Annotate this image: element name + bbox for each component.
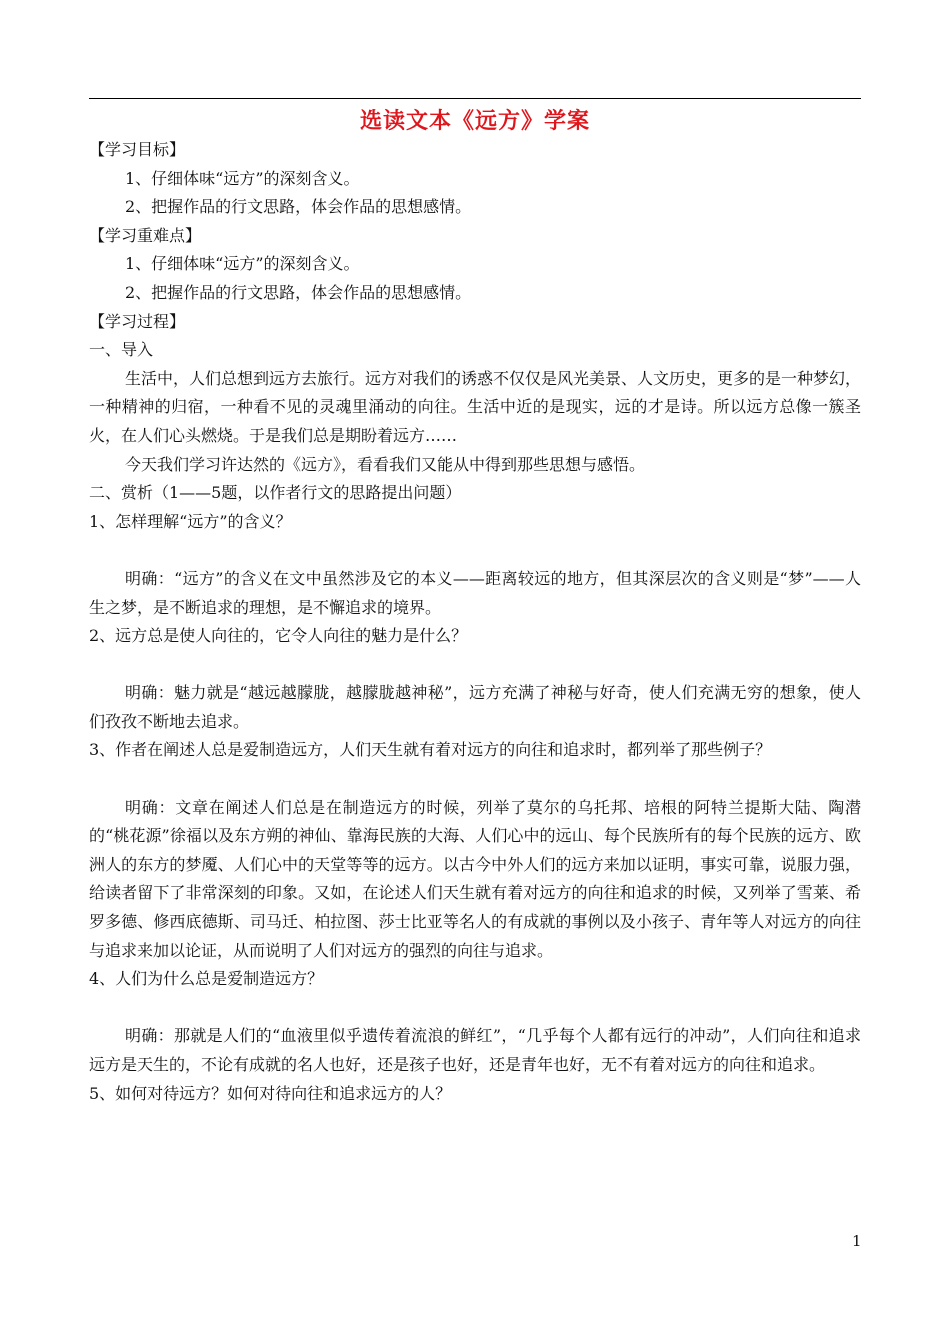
- key-points-heading: 【学习重难点】: [89, 225, 202, 245]
- header-rule: [89, 98, 861, 99]
- page-number: 1: [852, 1232, 862, 1250]
- process-heading: 【学习过程】: [89, 311, 186, 331]
- goal-item: 1、仔细体味“远方”的深刻含义。: [125, 168, 360, 188]
- question-2: 2、远方总是使人向往的，它令人向往的魅力是什么？: [89, 626, 468, 646]
- question-4: 4、人们为什么总是爱制造远方？: [89, 969, 324, 989]
- answer-2: 明确：魅力就是“越远越朦胧，越朦胧越神秘”，远方充满了神秘与好奇，使人们充满无穷的想象，使人们孜孜不断地去追求。: [89, 683, 861, 731]
- answer-space: [89, 994, 861, 1023]
- document-title: 选读文本《远方》学案: [359, 108, 590, 134]
- goal-item: 2、把握作品的行文思路，体会作品的思想感情。: [125, 197, 472, 217]
- intro-heading: 一、导入: [89, 340, 154, 360]
- intro-paragraph: 今天我们学习许达然的《远方》，看看我们又能从中得到那些思想与感悟。: [125, 454, 646, 474]
- intro-paragraph: 生活中，人们总想到远方去旅行。远方对我们的诱惑不仅仅是风光美景、人文历史，更多的是一种梦幻，一种精神的归宿，一种看不见的灵魂里涌动的向往。生活中近的是现实，远的才是诗。所以远方总像一簇圣火，在人们心头燃烧。于是我们总是期盼着远方……: [89, 368, 862, 445]
- answer-space: [89, 765, 861, 794]
- question-5: 5、如何对待远方？如何对待向往和追求远方的人？: [89, 1083, 452, 1103]
- answer-4: 明确：那就是人们的“血液里似乎遗传着流浪的鲜红”，“几乎每个人都有远行的冲动”，人们向往和追求远方是天生的，不论有成就的名人也好，还是孩子也好，还是青年也好，无不有着对远方的向往和追求。: [89, 1026, 861, 1074]
- answer-space: [89, 651, 861, 680]
- answer-1: 明确：“远方”的含义在文中虽然涉及它的本义——距离较远的地方，但其深层次的含义则是“梦”——人生之梦，是不断追求的理想，是不懈追求的境界。: [89, 568, 861, 617]
- analysis-heading: 二、赏析（1——5题，以作者行文的思路提出问题）: [89, 483, 462, 503]
- answer-3: 明确：文章在阐述人们总是在制造远方的时候，列举了莫尔的乌托邦、培根的阿特兰提斯大陆、陶潜的“桃花源”徐福以及东方朔的神仙、靠海民族的大海、人们心中的远山、每个民族所有的每个民族的远方、欧洲人的东方的梦魇、人们心中的天堂等等的远方。以古今中外人们的远方来加以证明，事实可靠，说服力强，给读者留下了非常深刻的印象。又如，在论述人们天生就有着对远方的向往和追求的时候，又列举了雪莱、希罗多德、修西底德斯、司马迁、柏拉图、莎士比亚等名人的有成就的事例以及小孩子、青年等人对远方的向往与追求来加以论证，从而说明了人们对远方的强烈的向往与追求。: [89, 797, 861, 960]
- question-1: 1、怎样理解“远方”的含义？: [89, 511, 292, 531]
- document-body: [89, 136, 861, 1108]
- goals-heading: 【学习目标】: [89, 140, 186, 159]
- answer-space: [89, 536, 861, 565]
- question-3: 3、作者在阐述人总是爱制造远方，人们天生就有着对远方的向往和追求时，都列举了那些例子？: [89, 740, 772, 760]
- key-point-item: 1、仔细体味“远方”的深刻含义。: [125, 254, 360, 274]
- key-point-item: 2、把握作品的行文思路，体会作品的思想感情。: [125, 282, 472, 302]
